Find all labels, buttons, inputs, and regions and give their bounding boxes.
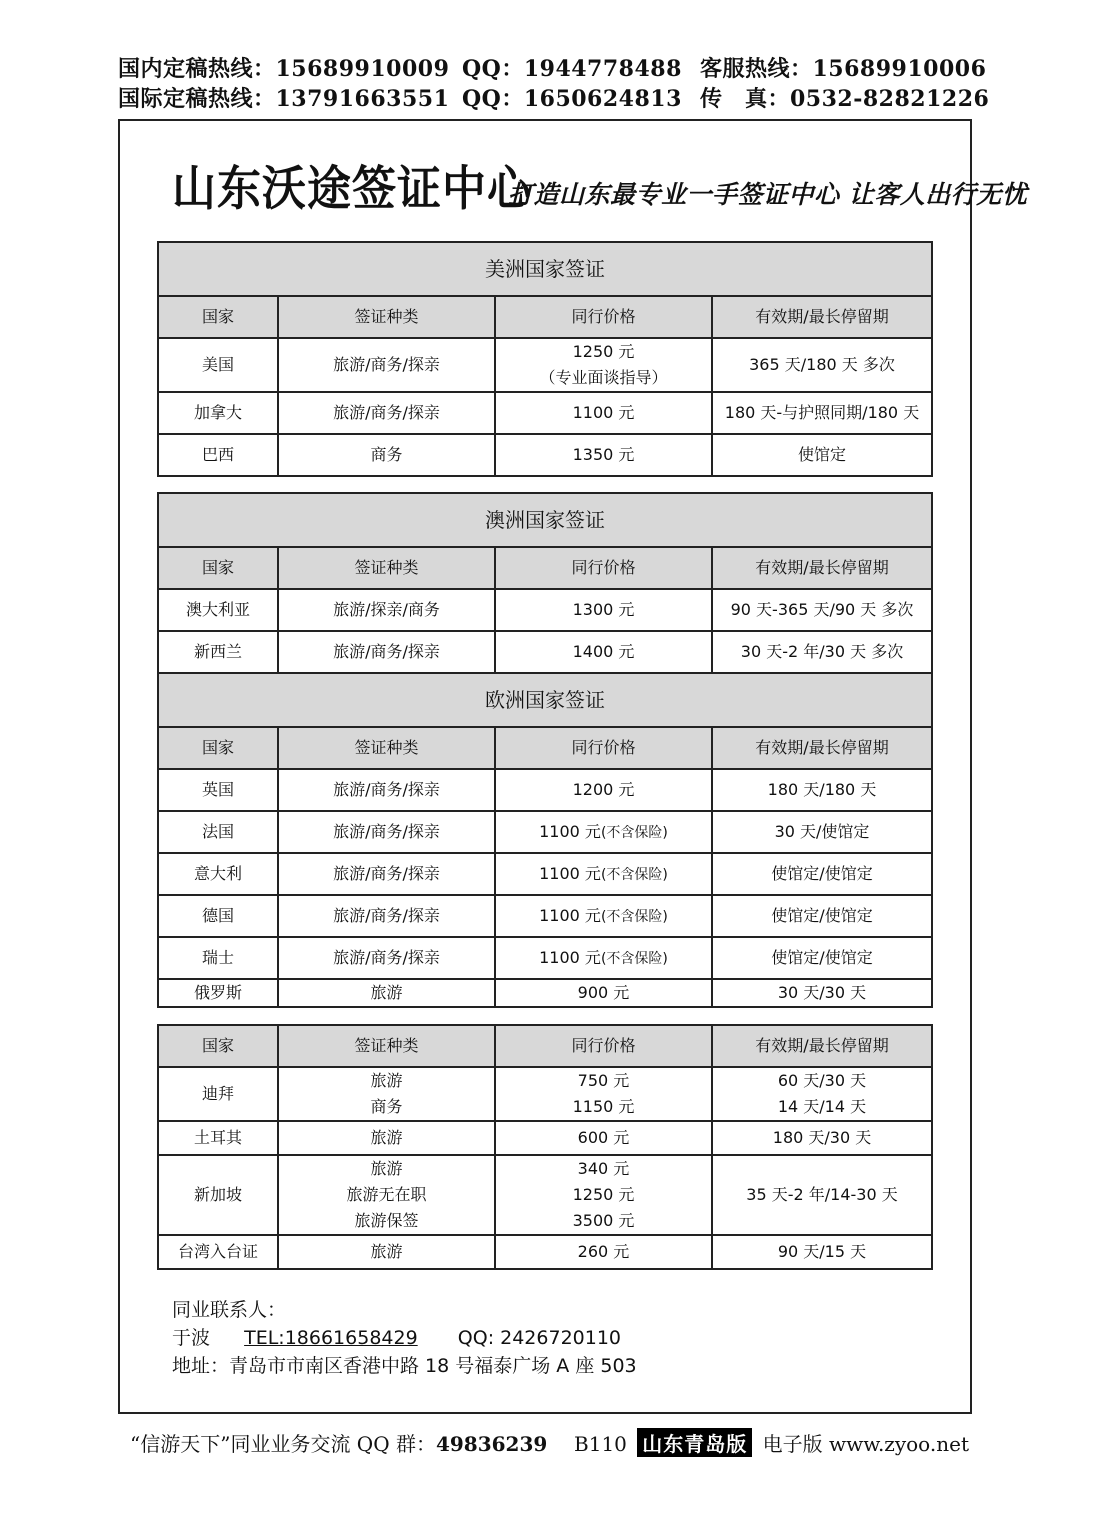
type-cell: 旅游/商务/探亲 xyxy=(278,853,495,895)
price-cell xyxy=(495,853,712,895)
table-row xyxy=(158,338,932,392)
price-cell xyxy=(495,895,712,937)
country-cell: 土耳其 xyxy=(158,1121,278,1155)
column-header-price: 同行价格 xyxy=(495,296,712,338)
table-row xyxy=(158,434,932,476)
table-row xyxy=(158,853,932,895)
table-row xyxy=(158,631,932,673)
footer-group-number: 49836239 xyxy=(435,1432,548,1456)
price-cell xyxy=(495,1067,712,1121)
footer-page-number: B110 xyxy=(574,1432,627,1456)
price-cell xyxy=(495,937,712,979)
country-cell: 英国 xyxy=(158,769,278,811)
table-row xyxy=(158,1155,932,1235)
type-cell: 旅游/商务/探亲 xyxy=(278,392,495,434)
country-cell: 意大利 xyxy=(158,853,278,895)
type-value: 旅游 xyxy=(370,1159,403,1178)
price-note: (不含保险) xyxy=(600,908,668,925)
other-countries-visa-table xyxy=(157,1024,933,1270)
price-value: 1100 元 xyxy=(539,863,601,883)
type-cell: 旅游/商务/探亲 xyxy=(278,631,495,673)
validity-value: 60 天/30 天 xyxy=(777,1071,867,1090)
country-cell: 迪拜 xyxy=(158,1067,278,1121)
country-cell: 新加坡 xyxy=(158,1155,278,1235)
table-row xyxy=(158,1121,932,1155)
column-header-country: 国家 xyxy=(158,727,278,769)
column-header-validity: 有效期/最长停留期 xyxy=(712,296,932,338)
price-cell: 600 元 xyxy=(495,1121,712,1155)
country-cell: 澳大利亚 xyxy=(158,589,278,631)
validity-cell: 30 天/30 天 xyxy=(712,979,932,1007)
price-cell: 1350 元 xyxy=(495,434,712,476)
column-header-country: 国家 xyxy=(158,1025,278,1067)
type-cell: 旅游 xyxy=(278,1121,495,1155)
type-value: 旅游无在职 xyxy=(346,1185,427,1204)
country-cell: 德国 xyxy=(158,895,278,937)
column-header-price: 同行价格 xyxy=(495,1025,712,1067)
country-cell: 法国 xyxy=(158,811,278,853)
price-note: (不含保险) xyxy=(600,824,668,841)
price-value: 1250 元 xyxy=(572,1185,635,1204)
column-header-country: 国家 xyxy=(158,547,278,589)
contact-name: 于波 xyxy=(172,1327,211,1349)
country-cell: 台湾入台证 xyxy=(158,1235,278,1269)
column-header-type: 签证种类 xyxy=(278,296,495,338)
domestic-hotline: 国内定稿热线：15689910009 xyxy=(118,56,450,82)
table-row xyxy=(158,392,932,434)
validity-cell: 使馆定/使馆定 xyxy=(712,853,932,895)
validity-value: 14 天/14 天 xyxy=(777,1097,867,1116)
validity-cell: 使馆定/使馆定 xyxy=(712,937,932,979)
validity-cell: 使馆定 xyxy=(712,434,932,476)
price-cell: 1100 元 xyxy=(495,392,712,434)
type-cell: 商务 xyxy=(278,434,495,476)
footer-group-label: “信游天下”同业业务交流 QQ 群： xyxy=(130,1432,436,1456)
contact-line xyxy=(172,1323,621,1350)
international-hotline: 国际定稿热线：13791663551 xyxy=(118,86,450,112)
type-cell: 旅游/商务/探亲 xyxy=(278,769,495,811)
validity-cell: 90 天/15 天 xyxy=(712,1235,932,1269)
price-value: 1100 元 xyxy=(539,947,601,967)
price-cell xyxy=(495,338,712,392)
price-note: （专业面谈指导） xyxy=(539,368,668,387)
oceania-section-title: 澳洲国家签证 xyxy=(158,493,932,547)
brand-slogan: 打造山东最专业一手签证中心 让客人出行无忧 xyxy=(508,180,1028,209)
footer-edition-badge: 山东青岛版 xyxy=(637,1428,752,1457)
footer-site-link[interactable]: 电子版 www.zyoo.net xyxy=(762,1432,969,1456)
country-cell: 美国 xyxy=(158,338,278,392)
type-cell: 旅游/探亲/商务 xyxy=(278,589,495,631)
country-cell: 新西兰 xyxy=(158,631,278,673)
validity-cell: 30 天/使馆定 xyxy=(712,811,932,853)
column-header-validity: 有效期/最长停留期 xyxy=(712,727,932,769)
price-cell: 1300 元 xyxy=(495,589,712,631)
column-header-type: 签证种类 xyxy=(278,1025,495,1067)
table-row xyxy=(158,979,932,1007)
country-cell: 俄罗斯 xyxy=(158,979,278,1007)
table-row xyxy=(158,1067,932,1121)
column-header-validity: 有效期/最长停留期 xyxy=(712,1025,932,1067)
country-cell: 瑞士 xyxy=(158,937,278,979)
contact-qq: QQ: 2426720110 xyxy=(457,1327,622,1349)
price-value: 750 元 xyxy=(577,1071,630,1090)
type-value: 旅游保签 xyxy=(354,1211,419,1230)
table-row xyxy=(158,895,932,937)
table-row xyxy=(158,769,932,811)
price-value: 340 元 xyxy=(577,1159,630,1178)
fax-number: 传 真：0532-82821226 xyxy=(700,86,990,112)
contact-label: 同业联系人： xyxy=(172,1299,287,1321)
table-row xyxy=(158,589,932,631)
type-cell: 旅游/商务/探亲 xyxy=(278,338,495,392)
column-header-price: 同行价格 xyxy=(495,547,712,589)
americas-visa-table xyxy=(157,241,933,477)
validity-cell: 180 天/180 天 xyxy=(712,769,932,811)
americas-section-title: 美洲国家签证 xyxy=(158,242,932,296)
price-value: 1150 元 xyxy=(572,1097,635,1116)
contact-address: 地址：青岛市市南区香港中路 18 号福泰广场 A 座 503 xyxy=(172,1355,637,1377)
validity-cell: 180 天-与护照同期/180 天 xyxy=(712,392,932,434)
contact-phone[interactable]: TEL:18661658429 xyxy=(244,1327,418,1349)
footer xyxy=(130,1428,969,1457)
price-cell xyxy=(495,811,712,853)
validity-cell: 使馆定/使馆定 xyxy=(712,895,932,937)
price-note: (不含保险) xyxy=(600,950,668,967)
type-cell: 旅游 xyxy=(278,979,495,1007)
price-cell: 900 元 xyxy=(495,979,712,1007)
price-value: 3500 元 xyxy=(572,1211,635,1230)
table-row xyxy=(158,937,932,979)
column-header-price: 同行价格 xyxy=(495,727,712,769)
validity-cell xyxy=(712,1067,932,1121)
country-cell: 巴西 xyxy=(158,434,278,476)
price-cell: 1200 元 xyxy=(495,769,712,811)
price-value: 1100 元 xyxy=(539,821,601,841)
column-header-country: 国家 xyxy=(158,296,278,338)
oceania-europe-visa-table xyxy=(157,492,933,1008)
table-row xyxy=(158,1235,932,1269)
type-cell xyxy=(278,1155,495,1235)
validity-cell: 90 天-365 天/90 天 多次 xyxy=(712,589,932,631)
type-cell: 旅游 xyxy=(278,1235,495,1269)
price-note: (不含保险) xyxy=(600,866,668,883)
validity-cell: 180 天/30 天 xyxy=(712,1121,932,1155)
europe-section-title: 欧洲国家签证 xyxy=(158,673,932,727)
type-cell: 旅游/商务/探亲 xyxy=(278,937,495,979)
qq-number-2: QQ：1650624813 xyxy=(462,86,682,112)
type-cell: 旅游/商务/探亲 xyxy=(278,895,495,937)
qq-number-1: QQ：1944778488 xyxy=(462,56,682,82)
service-hotline: 客服热线：15689910006 xyxy=(700,56,987,82)
type-cell xyxy=(278,1067,495,1121)
column-header-type: 签证种类 xyxy=(278,727,495,769)
price-value: 1250 元 xyxy=(572,342,635,361)
price-cell: 260 元 xyxy=(495,1235,712,1269)
validity-cell: 30 天-2 年/30 天 多次 xyxy=(712,631,932,673)
price-cell xyxy=(495,1155,712,1235)
validity-cell: 365 天/180 天 多次 xyxy=(712,338,932,392)
brand-title: 山东沃途签证中心 xyxy=(172,161,532,217)
validity-cell: 35 天-2 年/14-30 天 xyxy=(712,1155,932,1235)
type-value: 旅游 xyxy=(370,1071,403,1090)
table-row xyxy=(158,811,932,853)
country-cell: 加拿大 xyxy=(158,392,278,434)
column-header-validity: 有效期/最长停留期 xyxy=(712,547,932,589)
price-value: 1100 元 xyxy=(539,905,601,925)
price-cell: 1400 元 xyxy=(495,631,712,673)
type-value: 商务 xyxy=(370,1097,403,1116)
type-cell: 旅游/商务/探亲 xyxy=(278,811,495,853)
column-header-type: 签证种类 xyxy=(278,547,495,589)
